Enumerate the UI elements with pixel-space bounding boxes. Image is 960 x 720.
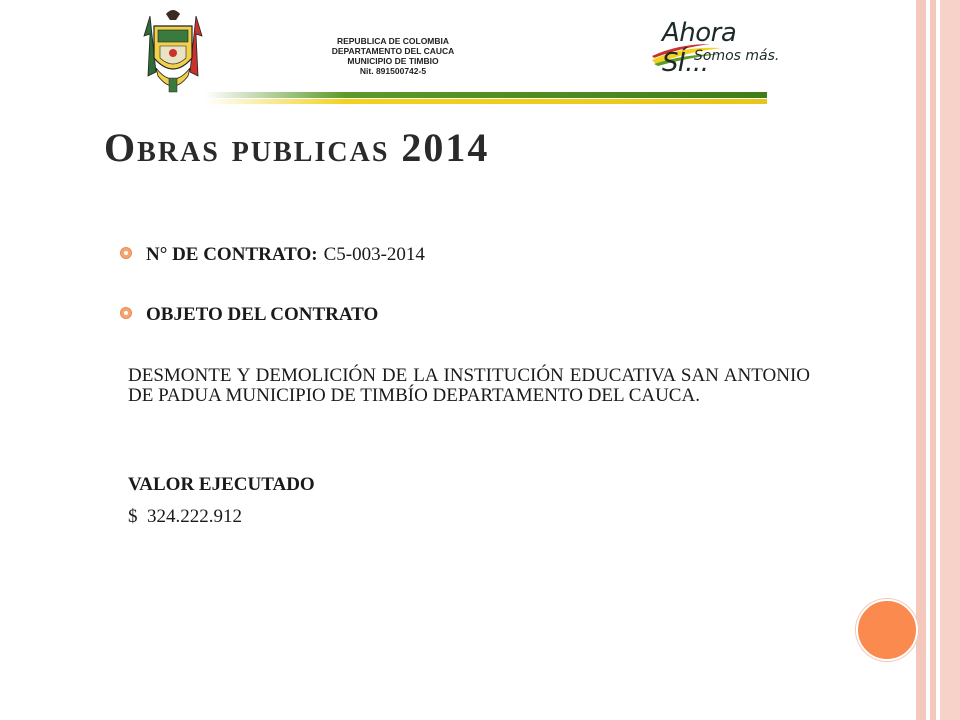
- objeto-bullet: [120, 304, 378, 326]
- slogan-logo: [650, 12, 790, 76]
- bullet-icon: [120, 307, 132, 319]
- decor-stripe: [916, 0, 926, 720]
- gov-line: Nit. 891500742-5: [359, 66, 427, 76]
- contrato-separator: :: [311, 244, 318, 265]
- gov-line: REPUBLICA DE COLOMBIA: [336, 36, 450, 46]
- objeto-text: DESMONTE Y DEMOLICIÓN DE LA INSTITUCIÓN EDUCATIVA SAN ANTONIO DE PADUA MUNICIPIO DE TIMBÍO DEPARTAMENTO DEL CAUCA.: [128, 365, 810, 406]
- municipal-crest-icon: [136, 6, 210, 96]
- gov-line: MUNICIPIO DE TIMBIO: [347, 56, 439, 66]
- slogan-sub: Somos más.: [694, 48, 780, 64]
- header-divider: [205, 92, 767, 106]
- objeto-label: OBJETO DEL CONTRATO: [146, 304, 379, 325]
- contrato-label: N° DE CONTRATO: [146, 244, 312, 265]
- gov-line: DEPARTAMENTO DEL CAUCA: [331, 46, 455, 56]
- contrato-value: C5-003-2014: [323, 244, 425, 265]
- decor-stripe: [940, 0, 960, 720]
- page-title: Obras publicas 2014: [104, 125, 490, 170]
- valor-amount: $ 324.222.912: [128, 506, 242, 527]
- government-header: [300, 36, 486, 76]
- contrato-bullet: [120, 244, 425, 266]
- bullet-icon: [120, 247, 132, 259]
- valor-value: [128, 506, 242, 528]
- valor-label: VALOR EJECUTADO: [128, 474, 315, 495]
- slogan-main: Ahora SÍ...: [662, 18, 737, 78]
- decor-circle: [856, 599, 918, 661]
